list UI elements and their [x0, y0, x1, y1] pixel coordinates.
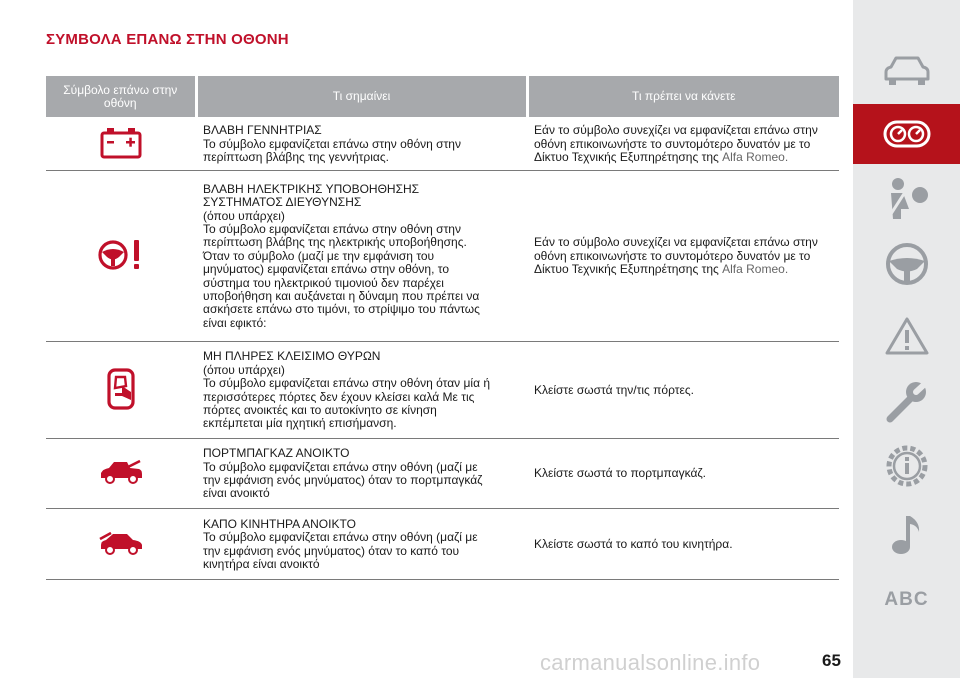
meaning-line: ΚΑΠΟ ΚΙΝΗΤΗΡΑ ΑΝΟΙΚΤΟ	[203, 516, 356, 531]
meaning-line: Το σύμβολο εμφανίζεται επάνω στην οθόνη όταν μία ή	[203, 376, 491, 391]
bonnet-open-icon	[97, 528, 145, 558]
symbols-table	[46, 76, 839, 580]
header-symbol: Σύμβολο επάνω στην οθόνη	[46, 76, 196, 117]
sidebar-item-emergency[interactable]	[853, 306, 960, 366]
action-line: οθόνη επικοινωνήστε το συντομότερο δυνατόν με το	[534, 248, 811, 263]
warning-triangle-icon	[884, 315, 930, 357]
sidebar-item-maintenance[interactable]	[853, 372, 960, 432]
page-number: 65	[822, 651, 841, 670]
meaning-line: κινητήρα είναι ανοικτό	[203, 556, 320, 571]
meaning-line: Το σύμβολο εμφανίζεται επάνω στην οθόνη στην	[203, 221, 461, 236]
table-row	[46, 170, 839, 341]
power-steering-fault-icon	[96, 235, 146, 275]
dashboard-gauges-icon	[883, 119, 931, 149]
car-icon	[883, 53, 931, 87]
brand-name: Alfa Romeo.	[722, 149, 789, 164]
meaning-line: Το σύμβολο εμφανίζεται επάνω στην οθόνη (μαζί με	[203, 459, 478, 474]
music-note-icon	[887, 512, 927, 556]
meaning-line: μηνύματος) εμφανίζεται επάνω στην οθόνη, το	[203, 262, 450, 277]
meaning-line: σύστημα του ηλεκτρικού τιμονιού δεν παρέχει	[203, 275, 444, 290]
sidebar-item-technical-data[interactable]	[853, 436, 960, 496]
action-line: οθόνη επικοινωνήστε το συντομότερο δυνατόν με το	[534, 136, 811, 151]
meaning-line: είναι ανοικτό	[203, 486, 270, 501]
table-row	[46, 117, 839, 170]
meaning-line: ΒΛΑΒΗ ΗΛΕΚΤΡΙΚΗΣ ΥΠΟΒΟΗΘΗΣΗΣ	[203, 181, 420, 196]
meaning-line: την εμφάνιση ενός μηνύματος) όταν το καπό του	[203, 543, 460, 558]
meaning-line: ΒΛΑΒΗ ΓΕΝΝΗΤΡΙΑΣ	[203, 123, 322, 138]
sidebar-item-index[interactable]	[853, 570, 960, 630]
table-row	[46, 341, 839, 438]
sidebar-item-dashboard[interactable]	[853, 104, 960, 164]
door-open-icon	[101, 366, 141, 412]
table-row	[46, 438, 839, 508]
info-gear-icon	[884, 443, 930, 489]
airbag-seat-icon	[883, 175, 931, 221]
action-line: Κλείστε σωστά την/τις πόρτες.	[534, 382, 694, 397]
action-line: Δίκτυο Τεχνικής Εξυπηρέτησης της	[534, 149, 719, 164]
meaning-line: την εμφάνιση ενός μηνύματος) όταν το πορτμπαγκάζ	[203, 473, 483, 487]
sidebar-item-multimedia[interactable]	[853, 504, 960, 564]
meaning-line: ασκήσετε επάνω στο τιμόνι, το στρίψιμο του πάντως	[203, 302, 480, 317]
meaning-line: εκπέμπεται μία ηχητική επισήμανση.	[203, 416, 397, 431]
meaning-line: ΜΗ ΠΛΗΡΕΣ ΚΛΕΙΣΙΜΟ ΘΥΡΩΝ	[203, 349, 381, 364]
wrench-icon	[884, 379, 930, 425]
chapter-sidebar	[853, 0, 960, 678]
page-title: ΣΥΜΒΟΛΑ ΕΠΑΝΩ ΣΤΗΝ ΟΘΟΝΗ	[46, 31, 289, 48]
action-line: Εάν το σύμβολο συνεχίζει να εμφανίζεται επάνω στην	[534, 123, 818, 138]
action-line: Κλείστε σωστά το πορτμπαγκάζ.	[534, 466, 707, 481]
meaning-line: Όταν το σύμβολο (μαζί με την εμφάνιση του	[203, 248, 435, 263]
table-row	[46, 508, 839, 579]
watermark: carmanualsonline.info	[540, 650, 761, 675]
sidebar-item-safety[interactable]	[853, 168, 960, 228]
steering-wheel-icon	[884, 241, 930, 287]
action-line: Εάν το σύμβολο συνεχίζει να εμφανίζεται επάνω στην	[534, 235, 818, 250]
action-line: Δίκτυο Τεχνικής Εξυπηρέτησης της	[534, 262, 719, 277]
meaning-line: περισσότερες πόρτες δεν έχουν κλείσει καλά Με τις	[203, 389, 475, 404]
abc-index-label: ABC	[884, 589, 929, 610]
meaning-line: ΣΥΣΤΗΜΑΤΟΣ ΔΙΕΥΘΥΝΣΗΣ	[203, 195, 362, 210]
meaning-line: είναι εφικτό:	[203, 315, 267, 330]
meaning-line: Το σύμβολο εμφανίζεται επάνω στην οθόνη στην	[203, 136, 461, 151]
brand-name: Alfa Romeo.	[722, 262, 789, 277]
header-action: Τι πρέπει να κάνετε	[527, 76, 839, 117]
sidebar-item-starting[interactable]	[853, 234, 960, 294]
meaning-line: περίπτωση βλάβης της γεννήτριας.	[203, 149, 389, 164]
meaning-line: πόρτες ανοικτές και το αυτοκίνητο σε κίνηση	[203, 402, 437, 417]
meaning-line: ΠΟΡΤΜΠΑΓΚΑΖ ΑΝΟΙΚΤΟ	[203, 446, 350, 461]
meaning-line: Το σύμβολο εμφανίζεται επάνω στην οθόνη (μαζί με	[203, 530, 478, 545]
action-line: Κλείστε σωστά το καπό του κινητήρα.	[534, 536, 733, 551]
meaning-line: περίπτωση βλάβης της ηλεκτρικής υποβοήθησης.	[203, 235, 467, 250]
meaning-line: (όπου υπάρχει)	[203, 362, 285, 377]
trunk-open-icon	[97, 457, 145, 487]
battery-icon	[98, 125, 144, 161]
sidebar-item-car[interactable]	[853, 40, 960, 100]
table-header-row	[46, 76, 839, 117]
header-meaning: Τι σημαίνει	[196, 76, 527, 117]
meaning-line: (όπου υπάρχει)	[203, 208, 285, 223]
meaning-line: υποβοήθηση και αυξάνεται η δύναμη που πρέπει να	[203, 289, 480, 304]
